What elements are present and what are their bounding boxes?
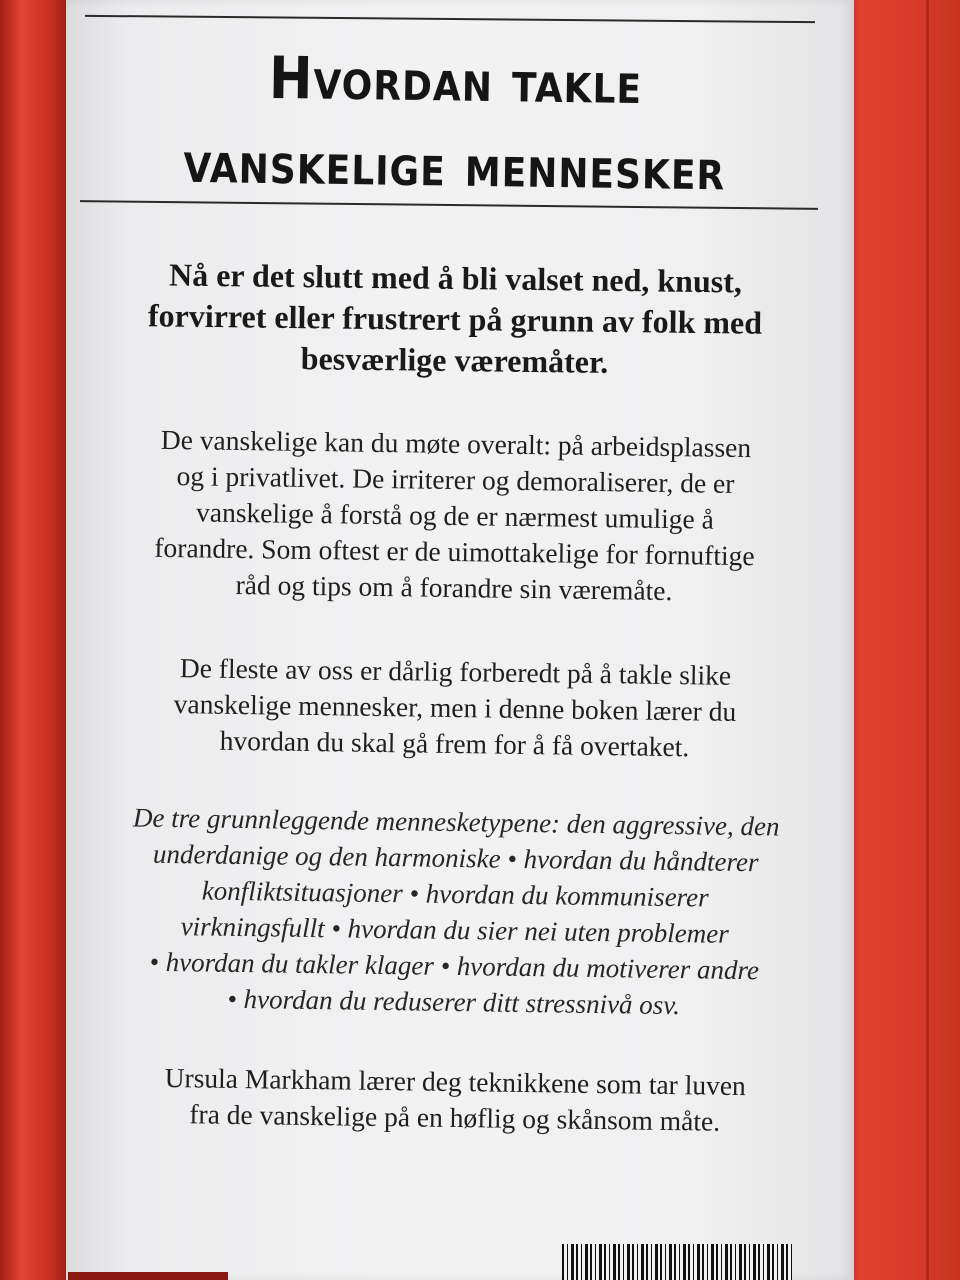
topics-line: De tre grunnleggende mennesketypene: den aggressive, den [132, 802, 780, 842]
topics-line: underdanige og den harmoniske • hvordan du håndterer [152, 838, 759, 878]
topics-line: konfliktsituasjoner • hvordan du kommuniserer [201, 875, 709, 913]
lead-paragraph [89, 254, 820, 386]
paragraph-line: vanskelige mennesker, men i denne boken lærer du [173, 688, 737, 727]
bottom-red-strip [68, 1272, 228, 1280]
paragraph-line: vanskelige å forstå og de er nærmest umulige å [195, 496, 715, 535]
lead-line: forvirret eller frustrert på grunn av folk med [147, 297, 763, 341]
title-line-2: vanskelige mennesker [183, 129, 726, 204]
paragraph-line: Ursula Markham lærer deg teknikkene som tar luven [164, 1061, 747, 1102]
paragraph-line: fra de vanskelige på en høflig og skånsom måte. [189, 1098, 721, 1137]
paragraph-line: De vanskelige kan du møte overalt: på arbeidsplassen [160, 423, 752, 464]
paragraph-line: De fleste av oss er dårlig forberedt på å takle slike [179, 652, 732, 691]
title-line-1: Hvordan takle [268, 45, 643, 118]
paragraph-line: forandre. Som oftest er de uimottakelige for fornuftige [154, 531, 755, 572]
book-title [89, 34, 821, 214]
paragraph-line: og i privatlivet. De irriterer og demoraliserer, de er [176, 460, 735, 499]
red-cover-right-edge [848, 0, 960, 1280]
lead-line: Nå er det slutt med å bli valset ned, knust, [168, 256, 743, 300]
barcode [562, 1244, 792, 1280]
paragraph-line: hvordan du skal gå frem for å få overtaket. [219, 724, 690, 763]
topics-line: virkningsfullt • hvordan du sier nei uten problemer [180, 911, 729, 949]
author-paragraph [80, 1059, 831, 1141]
topics-line: • hvordan du takler klager • hvordan du motiverer andre [149, 946, 760, 986]
lead-line: besværlige væremåter. [300, 340, 609, 380]
paragraph-line: råd og tips om å forandre sin væremåte. [235, 568, 673, 607]
topics-list-italic [79, 799, 832, 1025]
topics-line: • hvordan du reduserer ditt stressnivå osv. [227, 983, 681, 1021]
red-cover-left-edge [0, 0, 72, 1280]
description-paragraph-2 [79, 649, 830, 767]
description-paragraph-1 [79, 421, 831, 611]
